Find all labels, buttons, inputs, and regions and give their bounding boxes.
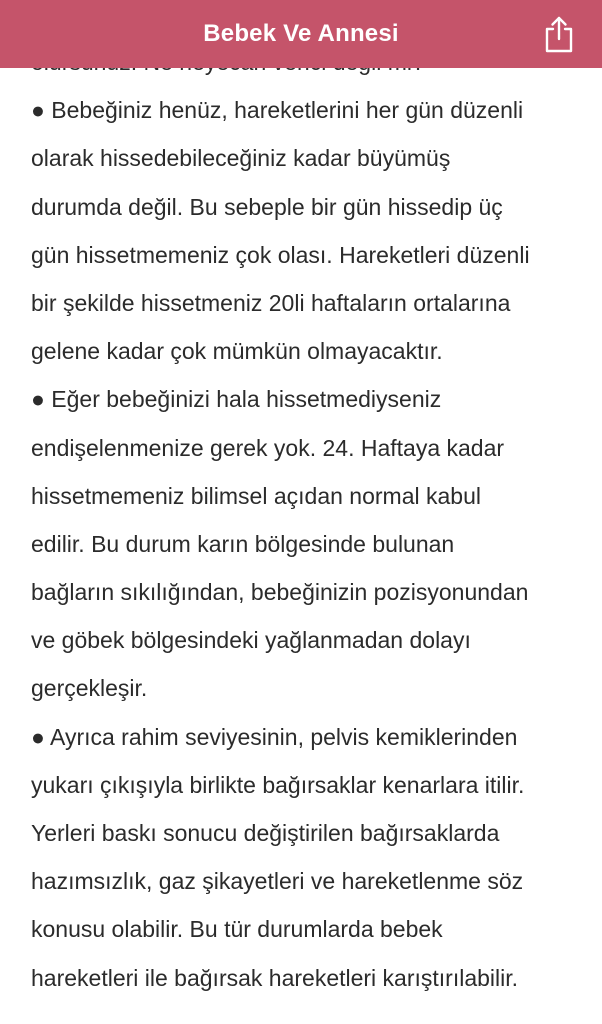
article-line: gün hissetmemeniz çok olası. Hareketleri düzenli [31, 241, 530, 268]
share-button[interactable] [542, 15, 576, 53]
article-line: durumda değil. Bu sebeple bir gün hissedip üç [31, 193, 503, 220]
article-line: konusu olabilir. Bu tür durumlarda bebek [31, 916, 443, 943]
article-line: endişelenmenize gerek yok. 24. Haftaya kadar [31, 434, 505, 461]
article-line: bağların sıkılığından, bebeğinizin pozisyonundan [31, 579, 529, 606]
article-line: bir şekilde hissetmeniz 20li haftaların ortalarına [31, 289, 511, 316]
article-body [31, 38, 591, 1002]
article-line: yukarı çıkışıyla birlikte bağırsaklar kenarlara itilir. [31, 771, 525, 798]
share-icon [542, 15, 576, 53]
article-line: Yerleri baskı sonucu değiştirilen bağırsaklarda [31, 820, 500, 846]
page-title: Bebek Ve Annesi [203, 20, 399, 47]
article-line: hareketleri ile bağırsak hareketleri karıştırılabilir. [31, 964, 519, 991]
article-line: olarak hissedebileceğiniz kadar büyümüş [31, 145, 451, 172]
article-line: ● Eğer bebeğinizi hala hissetmediyseniz [31, 386, 442, 413]
article-line: ● Ayrıca rahim seviyesinin, pelvis kemiklerinden [31, 723, 518, 750]
article-line: ● Bebeğiniz henüz, hareketlerini her gün düzenli [31, 97, 524, 124]
navigation-bar [0, 0, 602, 68]
article-line: edilir. Bu durum karın bölgesinde bulunan [31, 530, 455, 557]
article-line: gelene kadar çok mümkün olmayacaktır. [31, 338, 443, 365]
article-line: hissetmemeniz bilimsel açıdan normal kabul [31, 482, 481, 509]
article-line: gerçekleşir. [31, 675, 148, 702]
article-line: ve göbek bölgesindeki yağlanmadan dolayı [31, 627, 471, 654]
article-line: hazımsızlık, gaz şikayetleri ve hareketlenme söz [31, 868, 524, 895]
